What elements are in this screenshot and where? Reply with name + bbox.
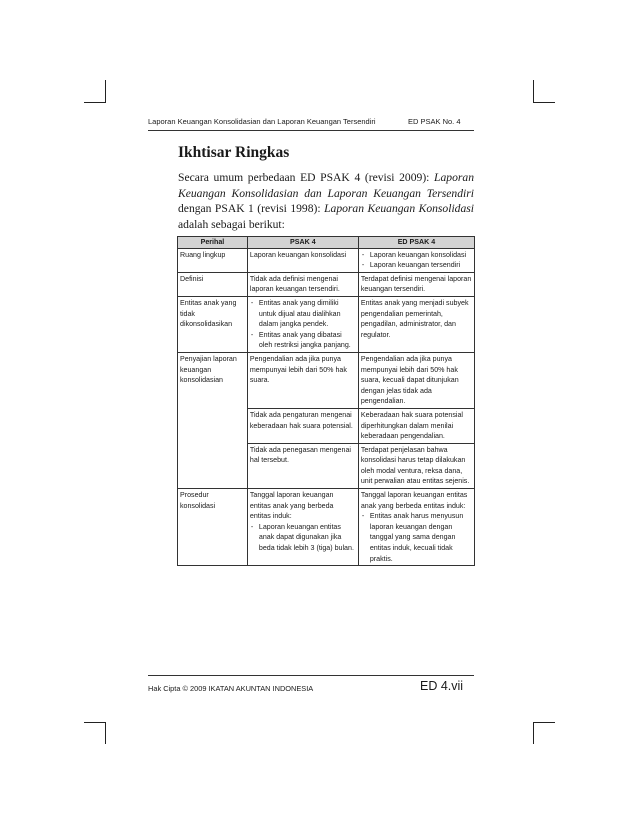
section-title: Ikhtisar Ringkas (178, 144, 290, 161)
table-row (178, 489, 475, 566)
list-item: - Laporan keuangan konsolidasi (361, 250, 472, 261)
footer-rule (148, 675, 474, 676)
row-perihal: Penyajian laporan keuangan konsolidasian (178, 352, 248, 488)
row-psak4: Tidak ada penegasan mengenai hal tersebut. (247, 443, 358, 488)
crop-mark-bottom-right-v (533, 722, 534, 744)
intro-paragraph (178, 170, 474, 232)
intro-text-3: adalah sebagai berikut: (178, 217, 285, 231)
crop-mark-top-left-v (105, 80, 106, 102)
table-row (178, 248, 475, 272)
row-psak4: Laporan keuangan konsolidasi (247, 248, 358, 272)
row-ed-psak4 (358, 248, 474, 272)
intro-title-psak: Laporan Keuangan Konsolidasi (324, 202, 474, 216)
list-item: - Laporan keuangan tersendiri (361, 260, 472, 271)
copyright-notice: Hak Cipta © 2009 IKATAN AKUNTAN INDONESIA (148, 684, 314, 693)
row-perihal: Ruang lingkup (178, 248, 248, 272)
table-row (178, 296, 475, 352)
row-ed-psak4 (358, 489, 474, 566)
column-header-psak4: PSAK 4 (247, 237, 358, 249)
list-item: - Entitas anak yang dibatasi oleh restriksi jangka panjang. (250, 330, 356, 351)
intro-text-1: Secara umum perbedaan ED PSAK 4 (revisi 2009): (178, 171, 435, 184)
list-item: - Entitas anak harus menyusun laporan keuangan dengan tanggal yang sama dengan entitas induk, kecuali tidak praktis. (361, 511, 472, 564)
row-psak4 (247, 296, 358, 352)
column-header-ed-psak4: ED PSAK 4 (358, 237, 474, 249)
list-item: - Laporan keuangan entitas anak dapat digunakan jika beda tidak lebih 3 (tiga) bulan. (250, 522, 356, 554)
row-ed-psak4: Pengendalian ada jika punya mempunyai lebih dari 50% hak suara, kecuali dapat ditunjukan dengan jelas tidak ada pengendalian. (358, 352, 474, 408)
crop-mark-top-left-h (84, 102, 106, 103)
header-rule (148, 130, 474, 131)
page-number: ED 4.vii (420, 679, 464, 693)
intro-title-ed: Laporan Keuangan Konsolidasian dan Laporan Keuangan Tersendiri (178, 171, 474, 200)
crop-mark-bottom-right-h (533, 722, 555, 723)
table-row (178, 352, 475, 408)
running-header-standard: ED PSAK No. 4 (408, 117, 461, 126)
row-ed-psak4: Entitas anak yang menjadi subyek pengendalian pemerintah, pengadilan, administrator, dan regulator. (358, 296, 474, 352)
row-perihal: Prosedur konsolidasi (178, 489, 248, 566)
cell-intro: Tanggal laporan keuangan entitas anak yang berbeda entitas induk: (249, 491, 334, 521)
table-row (178, 272, 475, 296)
row-psak4: Tidak ada definisi mengenai laporan keuangan tersendiri. (247, 272, 358, 296)
cell-intro: Tanggal laporan keuangan entitas anak yang berbeda entitas induk: (360, 491, 468, 510)
running-header-title: Laporan Keuangan Konsolidasian dan Laporan Keuangan Tersendiri (148, 117, 376, 126)
row-perihal: Entitas anak yang tidak dikonsolidasikan (178, 296, 248, 352)
row-perihal: Definisi (178, 272, 248, 296)
crop-mark-bottom-left-h (84, 722, 106, 723)
crop-mark-top-right-v (533, 80, 534, 102)
crop-mark-top-right-h (533, 102, 555, 103)
table-header-row (178, 237, 475, 249)
list-item: - Entitas anak yang dimiliki untuk dijual atau dialihkan dalam jangka pendek. (250, 298, 356, 330)
comparison-table (177, 236, 475, 566)
intro-text-2: dengan PSAK 1 (revisi 1998): (178, 202, 325, 216)
row-psak4 (247, 489, 358, 566)
row-ed-psak4: Terdapat penjelasan bahwa konsolidasi harus tetap dilakukan oleh modal ventura, reksa dana, unit perwalian atau entitas sejenis. (358, 443, 474, 488)
column-header-perihal: Perihal (178, 237, 248, 249)
row-psak4: Pengendalian ada jika punya mempunyai lebih dari 50% hak suara. (247, 352, 358, 408)
crop-mark-bottom-left-v (105, 722, 106, 744)
row-ed-psak4: Keberadaan hak suara potensial diperhitungkan dalam menilai keberadaan pengendalian. (358, 408, 474, 443)
row-ed-psak4: Terdapat definisi mengenai laporan keuangan tersendiri. (358, 272, 474, 296)
row-psak4: Tidak ada pengaturan mengenai keberadaan hak suara potensial. (247, 408, 358, 443)
